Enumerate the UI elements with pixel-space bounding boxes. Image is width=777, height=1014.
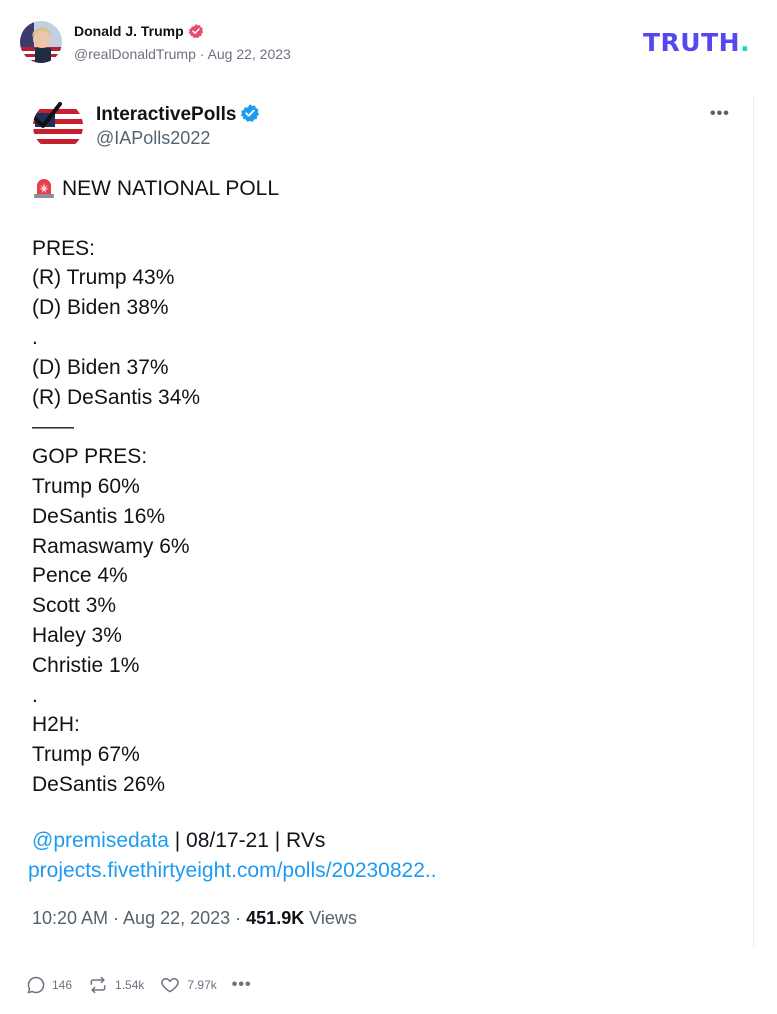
like-button[interactable] [159,975,216,995]
tweet-line: . [32,683,38,707]
tweet-line: Haley 3% [32,623,122,647]
author-name[interactable] [74,23,204,42]
tweet-line: Christie 1% [32,653,140,677]
meta-separator: · [195,46,208,62]
tweet-line: (R) DeSantis 34% [32,385,201,409]
reply-icon [26,975,46,995]
tweet-line: Trump 67% [32,743,140,767]
author-meta [74,46,291,62]
tweet-line: (D) Biden 38% [32,296,169,320]
verified-badge-icon [188,23,204,42]
retruth-count: 1.54k [115,978,145,992]
tweet-line-text: NEW NATIONAL POLL [62,177,280,200]
tweet-line: (D) Biden 37% [32,355,169,379]
views-label: Views [304,908,357,928]
tweet-line: DeSantis 16% [32,504,166,528]
more-icon: ••• [231,976,252,993]
tweet-author-name-text: InteractivePolls [96,104,237,125]
tweet-source [32,829,325,853]
tweet-body [32,174,279,800]
tweet-line: . [32,325,38,349]
embed-border [753,95,754,947]
reply-count: 146 [52,978,73,992]
tweet-time-text: 10:20 AM · Aug 22, 2023 · [32,908,247,928]
tweet-line: (R) Trump 43% [32,266,175,290]
tweet-avatar [33,101,83,151]
tweet-author-name [96,103,260,129]
tweet-line: H2H: [32,713,80,737]
more-actions-button[interactable] [232,976,252,994]
truth-logo-dot: . [740,28,751,57]
retruth-icon [87,975,109,995]
heart-icon [159,975,181,995]
tweet-line: DeSantis 26% [32,772,166,796]
tweet-line: GOP PRES: [32,445,148,469]
tweet-author-handle: @IAPolls2022 [96,128,211,148]
retruth-button[interactable] [87,975,144,995]
views-count: 451.9K [246,908,305,928]
truth-logo-text: TRUTH [643,28,741,57]
tweet-line: PRES: [32,236,96,260]
tweet-url: projects.fivethirtyeight.com/polls/20230822.. [28,859,437,882]
tweet-line: Ramaswamy 6% [32,534,190,558]
more-options-icon: ••• [710,105,730,122]
tweet-line [32,174,279,204]
tweet-timestamp [32,908,357,929]
siren-icon [32,175,56,199]
reply-button[interactable] [26,975,72,995]
author-name-text: Donald J. Trump [74,23,184,39]
tweet-line: —— [32,415,74,439]
source-details: | 08/17-21 | RVs [168,829,326,852]
tweet-line: Pence 4% [32,564,128,588]
tweet-line: Trump 60% [32,474,140,498]
action-bar [26,973,267,997]
verified-badge-icon [240,103,260,129]
truth-logo[interactable] [643,28,750,57]
source-mention: @premisedata [32,829,169,852]
tweet-line: Scott 3% [32,594,117,618]
like-count: 7.97k [187,978,217,992]
post-date[interactable]: Aug 22, 2023 [207,46,291,62]
tweet-line [32,204,279,234]
author-handle[interactable]: @realDonaldTrump [74,46,196,62]
author-avatar[interactable] [20,21,62,63]
